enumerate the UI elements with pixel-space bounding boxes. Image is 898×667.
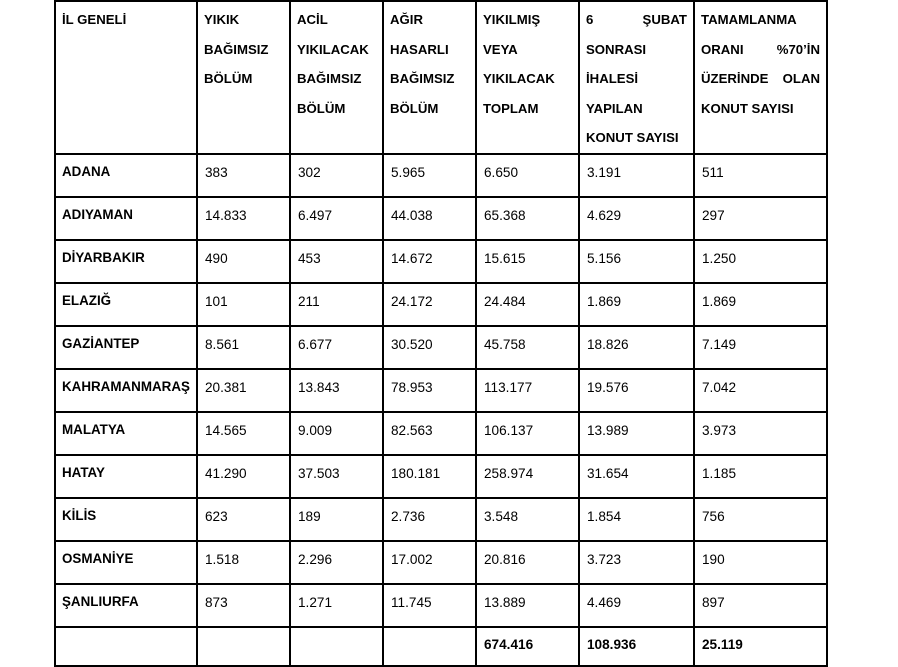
- table-cell: 106.137: [476, 412, 579, 455]
- table-cell: 4.469: [579, 584, 694, 627]
- table-cell: 3.723: [579, 541, 694, 584]
- total-cell: [383, 627, 476, 666]
- table-cell: 1.250: [694, 240, 827, 283]
- table-row: [55, 584, 827, 627]
- table-cell: 113.177: [476, 369, 579, 412]
- table-cell: 189: [290, 498, 383, 541]
- province-name: ELAZIĞ: [55, 283, 197, 326]
- table-cell: 5.965: [383, 154, 476, 197]
- table-cell: 31.654: [579, 455, 694, 498]
- table-cell: 8.561: [197, 326, 290, 369]
- header-completed-over-70: TAMAMLANMA ORANI %70’İN ÜZERİNDE OLAN KONUT SAYISI: [694, 1, 827, 154]
- table-cell: 1.854: [579, 498, 694, 541]
- table-row: [55, 326, 827, 369]
- totals-row: [55, 627, 827, 666]
- province-name: HATAY: [55, 455, 197, 498]
- table-cell: 41.290: [197, 455, 290, 498]
- header-heavily-damaged-units: AĞIR HASARLI BAĞIMSIZ BÖLÜM: [383, 1, 476, 154]
- table-cell: 180.181: [383, 455, 476, 498]
- table-cell: 17.002: [383, 541, 476, 584]
- header-row: [55, 1, 827, 154]
- table-cell: 3.191: [579, 154, 694, 197]
- table-cell: 65.368: [476, 197, 579, 240]
- table-cell: 302: [290, 154, 383, 197]
- table-cell: 45.758: [476, 326, 579, 369]
- header-total-destroyed: YIKILMIŞ VEYA YIKILACAK TOPLAM: [476, 1, 579, 154]
- total-cell: [197, 627, 290, 666]
- table-cell: 1.271: [290, 584, 383, 627]
- table-cell: 6.677: [290, 326, 383, 369]
- table-cell: 5.156: [579, 240, 694, 283]
- province-name: DİYARBAKIR: [55, 240, 197, 283]
- table-row: [55, 240, 827, 283]
- table-row: [55, 154, 827, 197]
- table-cell: 14.833: [197, 197, 290, 240]
- table-cell: 24.172: [383, 283, 476, 326]
- total-cell: 25.119: [694, 627, 827, 666]
- province-name: MALATYA: [55, 412, 197, 455]
- table-cell: 511: [694, 154, 827, 197]
- table-cell: 82.563: [383, 412, 476, 455]
- table-cell: 453: [290, 240, 383, 283]
- total-cell: 674.416: [476, 627, 579, 666]
- table-cell: 3.548: [476, 498, 579, 541]
- table-cell: 1.185: [694, 455, 827, 498]
- total-cell: [55, 627, 197, 666]
- table-cell: 44.038: [383, 197, 476, 240]
- table-cell: 78.953: [383, 369, 476, 412]
- table-cell: 2.296: [290, 541, 383, 584]
- table-cell: 2.736: [383, 498, 476, 541]
- table-cell: 4.629: [579, 197, 694, 240]
- table-cell: 20.816: [476, 541, 579, 584]
- header-urgent-demolition-units: ACİL YIKILACAK BAĞIMSIZ BÖLÜM: [290, 1, 383, 154]
- table-cell: 24.484: [476, 283, 579, 326]
- table-row: [55, 197, 827, 240]
- province-name: OSMANİYE: [55, 541, 197, 584]
- table-cell: 3.973: [694, 412, 827, 455]
- table-cell: 13.889: [476, 584, 579, 627]
- table-row: [55, 283, 827, 326]
- table-cell: 14.672: [383, 240, 476, 283]
- table-row: [55, 541, 827, 584]
- province-name: GAZİANTEP: [55, 326, 197, 369]
- table-cell: 37.503: [290, 455, 383, 498]
- province-name: ADANA: [55, 154, 197, 197]
- table-cell: 1.518: [197, 541, 290, 584]
- table-cell: 211: [290, 283, 383, 326]
- table-cell: 623: [197, 498, 290, 541]
- table-row: [55, 498, 827, 541]
- province-name: KAHRAMANMARAŞ: [55, 369, 197, 412]
- earthquake-housing-table: [54, 0, 828, 667]
- table-cell: 7.149: [694, 326, 827, 369]
- province-name: KİLİS: [55, 498, 197, 541]
- total-cell: [290, 627, 383, 666]
- table-cell: 873: [197, 584, 290, 627]
- table-cell: 30.520: [383, 326, 476, 369]
- total-cell: 108.936: [579, 627, 694, 666]
- table-cell: 15.615: [476, 240, 579, 283]
- province-name: ADIYAMAN: [55, 197, 197, 240]
- table-row: [55, 412, 827, 455]
- header-province: İL GENELİ: [55, 1, 197, 154]
- table-row: [55, 369, 827, 412]
- table-row: [55, 455, 827, 498]
- table-cell: 101: [197, 283, 290, 326]
- table-cell: 13.843: [290, 369, 383, 412]
- table-cell: 18.826: [579, 326, 694, 369]
- table-cell: 297: [694, 197, 827, 240]
- table-cell: 6.497: [290, 197, 383, 240]
- table-cell: 1.869: [694, 283, 827, 326]
- table-cell: 897: [694, 584, 827, 627]
- table-cell: 11.745: [383, 584, 476, 627]
- table-cell: 9.009: [290, 412, 383, 455]
- table-cell: 490: [197, 240, 290, 283]
- table-cell: 6.650: [476, 154, 579, 197]
- table-cell: 14.565: [197, 412, 290, 455]
- table-cell: 13.989: [579, 412, 694, 455]
- table-cell: 7.042: [694, 369, 827, 412]
- province-name: ŞANLIURFA: [55, 584, 197, 627]
- table-cell: 756: [694, 498, 827, 541]
- table-cell: 190: [694, 541, 827, 584]
- table-cell: 258.974: [476, 455, 579, 498]
- header-tendered-housing: 6 ŞUBAT SONRASI İHALESİ YAPILAN KONUT SAYISI: [579, 1, 694, 154]
- table-cell: 19.576: [579, 369, 694, 412]
- table-cell: 383: [197, 154, 290, 197]
- header-destroyed-units: YIKIK BAĞIMSIZ BÖLÜM: [197, 1, 290, 154]
- table-cell: 20.381: [197, 369, 290, 412]
- table-cell: 1.869: [579, 283, 694, 326]
